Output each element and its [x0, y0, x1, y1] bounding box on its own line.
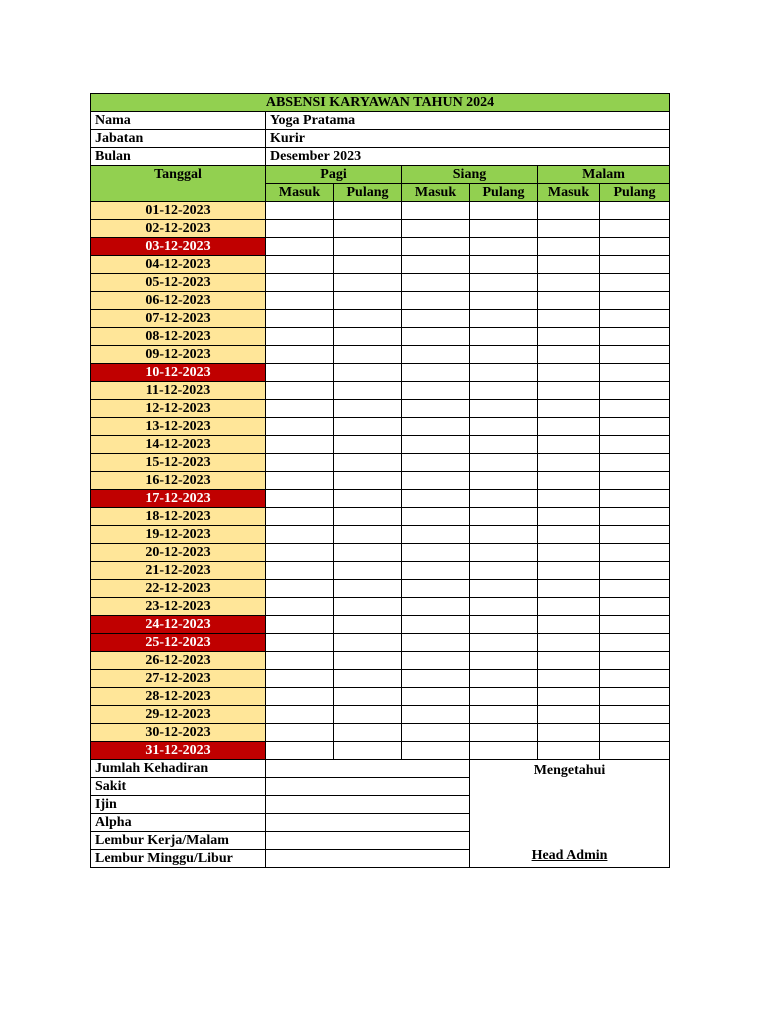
- date-cell: 06-12-2023: [91, 292, 266, 310]
- masuk-cell[interactable]: [266, 508, 334, 526]
- table-row: [91, 292, 670, 310]
- masuk-cell[interactable]: [402, 634, 470, 652]
- date-cell: 23-12-2023: [91, 598, 266, 616]
- masuk-cell[interactable]: [538, 526, 600, 544]
- pulang-cell[interactable]: [470, 274, 538, 292]
- masuk-header: Masuk: [538, 184, 600, 202]
- table-row: [91, 526, 670, 544]
- masuk-cell[interactable]: [402, 346, 470, 364]
- date-cell: 19-12-2023: [91, 526, 266, 544]
- pulang-cell[interactable]: [334, 652, 402, 670]
- pulang-cell[interactable]: [334, 418, 402, 436]
- masuk-cell[interactable]: [538, 310, 600, 328]
- table-row: [91, 202, 670, 220]
- masuk-cell[interactable]: [266, 706, 334, 724]
- masuk-cell[interactable]: [402, 562, 470, 580]
- masuk-cell[interactable]: [402, 256, 470, 274]
- table-row: [91, 400, 670, 418]
- pulang-header: Pulang: [334, 184, 402, 202]
- info-value: Yoga Pratama: [266, 112, 670, 130]
- pulang-cell[interactable]: [600, 616, 670, 634]
- masuk-cell[interactable]: [402, 238, 470, 256]
- masuk-cell[interactable]: [402, 310, 470, 328]
- pulang-cell[interactable]: [470, 292, 538, 310]
- pulang-cell[interactable]: [334, 436, 402, 454]
- masuk-cell[interactable]: [402, 202, 470, 220]
- masuk-cell[interactable]: [538, 292, 600, 310]
- masuk-cell[interactable]: [538, 742, 600, 760]
- date-cell: 15-12-2023: [91, 454, 266, 472]
- summary-value-cell[interactable]: [266, 778, 470, 796]
- table-row: [91, 220, 670, 238]
- table-row: [91, 256, 670, 274]
- shift-header-siang: Siang: [402, 166, 538, 184]
- masuk-cell[interactable]: [266, 454, 334, 472]
- table-row: [91, 724, 670, 742]
- masuk-cell[interactable]: [538, 400, 600, 418]
- masuk-cell[interactable]: [402, 436, 470, 454]
- masuk-cell[interactable]: [538, 724, 600, 742]
- table-row: [91, 238, 670, 256]
- pulang-cell[interactable]: [600, 310, 670, 328]
- table-row: [91, 274, 670, 292]
- date-cell: 28-12-2023: [91, 688, 266, 706]
- masuk-cell[interactable]: [266, 274, 334, 292]
- table-row: [91, 562, 670, 580]
- title-row: [91, 94, 670, 112]
- pulang-cell[interactable]: [334, 490, 402, 508]
- pulang-cell[interactable]: [600, 328, 670, 346]
- masuk-cell[interactable]: [266, 580, 334, 598]
- date-cell: 05-12-2023: [91, 274, 266, 292]
- masuk-cell[interactable]: [266, 544, 334, 562]
- pulang-header: Pulang: [470, 184, 538, 202]
- masuk-cell[interactable]: [402, 454, 470, 472]
- pulang-cell[interactable]: [470, 580, 538, 598]
- masuk-cell[interactable]: [266, 418, 334, 436]
- masuk-cell[interactable]: [266, 292, 334, 310]
- masuk-header: Masuk: [266, 184, 334, 202]
- pulang-cell[interactable]: [334, 292, 402, 310]
- pulang-cell[interactable]: [470, 472, 538, 490]
- date-cell: 27-12-2023: [91, 670, 266, 688]
- pulang-cell[interactable]: [470, 400, 538, 418]
- masuk-cell[interactable]: [538, 472, 600, 490]
- pulang-cell[interactable]: [334, 526, 402, 544]
- summary-value-cell[interactable]: [266, 814, 470, 832]
- table-row: [91, 742, 670, 760]
- masuk-cell[interactable]: [402, 670, 470, 688]
- info-label: Nama: [91, 112, 266, 130]
- pulang-cell[interactable]: [600, 436, 670, 454]
- table-row: [91, 616, 670, 634]
- pulang-cell[interactable]: [334, 670, 402, 688]
- pulang-cell[interactable]: [470, 562, 538, 580]
- pulang-cell[interactable]: [334, 544, 402, 562]
- masuk-cell[interactable]: [538, 220, 600, 238]
- masuk-cell[interactable]: [266, 238, 334, 256]
- pulang-cell[interactable]: [470, 454, 538, 472]
- masuk-cell[interactable]: [266, 598, 334, 616]
- date-cell-holiday: 10-12-2023: [91, 364, 266, 382]
- pulang-cell[interactable]: [470, 436, 538, 454]
- masuk-cell[interactable]: [538, 202, 600, 220]
- masuk-cell[interactable]: [402, 508, 470, 526]
- masuk-cell[interactable]: [402, 544, 470, 562]
- masuk-cell[interactable]: [266, 382, 334, 400]
- pulang-cell[interactable]: [470, 310, 538, 328]
- masuk-cell[interactable]: [402, 364, 470, 382]
- pulang-cell[interactable]: [600, 346, 670, 364]
- masuk-cell[interactable]: [402, 580, 470, 598]
- pulang-cell[interactable]: [600, 562, 670, 580]
- masuk-cell[interactable]: [538, 598, 600, 616]
- summary-label: Ijin: [91, 796, 266, 814]
- pulang-cell[interactable]: [470, 742, 538, 760]
- masuk-header: Masuk: [402, 184, 470, 202]
- masuk-cell[interactable]: [402, 472, 470, 490]
- table-row: [91, 688, 670, 706]
- masuk-cell[interactable]: [266, 652, 334, 670]
- pulang-cell[interactable]: [600, 454, 670, 472]
- masuk-cell[interactable]: [402, 400, 470, 418]
- masuk-cell[interactable]: [538, 652, 600, 670]
- pulang-cell[interactable]: [470, 670, 538, 688]
- pulang-cell[interactable]: [600, 364, 670, 382]
- pulang-cell[interactable]: [334, 706, 402, 724]
- summary-label: Alpha: [91, 814, 266, 832]
- summary-value-cell[interactable]: [266, 760, 470, 778]
- masuk-cell[interactable]: [402, 742, 470, 760]
- masuk-cell[interactable]: [266, 724, 334, 742]
- info-value: Kurir: [266, 130, 670, 148]
- table-row: [91, 580, 670, 598]
- pulang-header: Pulang: [600, 184, 670, 202]
- pulang-cell[interactable]: [470, 328, 538, 346]
- attendance-table: [90, 93, 670, 868]
- info-row-jabatan: [91, 130, 670, 148]
- masuk-cell[interactable]: [402, 652, 470, 670]
- shift-header-row: [91, 166, 670, 184]
- masuk-cell[interactable]: [402, 724, 470, 742]
- pulang-cell[interactable]: [470, 526, 538, 544]
- summary-label: Lembur Kerja/Malam: [91, 832, 266, 850]
- table-row: [91, 706, 670, 724]
- pulang-cell[interactable]: [470, 508, 538, 526]
- masuk-cell[interactable]: [266, 526, 334, 544]
- table-row: [91, 364, 670, 382]
- summary-label: Lembur Minggu/Libur: [91, 850, 266, 868]
- pulang-cell[interactable]: [470, 634, 538, 652]
- table-row: [91, 472, 670, 490]
- summary-row: [91, 760, 670, 778]
- pulang-cell[interactable]: [600, 526, 670, 544]
- date-cell: 22-12-2023: [91, 580, 266, 598]
- date-cell-holiday: 03-12-2023: [91, 238, 266, 256]
- info-row-nama: [91, 112, 670, 130]
- pulang-cell[interactable]: [334, 364, 402, 382]
- info-row-bulan: [91, 148, 670, 166]
- masuk-cell[interactable]: [266, 310, 334, 328]
- pulang-cell[interactable]: [334, 616, 402, 634]
- date-cell: 14-12-2023: [91, 436, 266, 454]
- masuk-cell[interactable]: [538, 508, 600, 526]
- signature-box: [470, 760, 670, 868]
- masuk-cell[interactable]: [402, 490, 470, 508]
- pulang-cell[interactable]: [600, 472, 670, 490]
- date-cell-holiday: 31-12-2023: [91, 742, 266, 760]
- masuk-cell[interactable]: [402, 706, 470, 724]
- shift-header-malam: Malam: [538, 166, 670, 184]
- pulang-cell[interactable]: [470, 652, 538, 670]
- date-cell: 26-12-2023: [91, 652, 266, 670]
- masuk-cell[interactable]: [402, 418, 470, 436]
- pulang-cell[interactable]: [600, 652, 670, 670]
- date-cell: 29-12-2023: [91, 706, 266, 724]
- pulang-cell[interactable]: [334, 598, 402, 616]
- date-cell-holiday: 17-12-2023: [91, 490, 266, 508]
- masuk-cell[interactable]: [266, 688, 334, 706]
- pulang-cell[interactable]: [470, 598, 538, 616]
- pulang-cell[interactable]: [334, 310, 402, 328]
- masuk-cell[interactable]: [266, 346, 334, 364]
- pulang-cell[interactable]: [470, 364, 538, 382]
- pulang-cell[interactable]: [470, 382, 538, 400]
- date-cell: 30-12-2023: [91, 724, 266, 742]
- masuk-cell[interactable]: [266, 634, 334, 652]
- date-cell: 16-12-2023: [91, 472, 266, 490]
- pulang-cell[interactable]: [470, 724, 538, 742]
- pulang-cell[interactable]: [470, 616, 538, 634]
- table-row: [91, 544, 670, 562]
- masuk-cell[interactable]: [402, 382, 470, 400]
- pulang-cell[interactable]: [334, 328, 402, 346]
- date-cell: 09-12-2023: [91, 346, 266, 364]
- masuk-cell[interactable]: [538, 454, 600, 472]
- summary-value-cell[interactable]: [266, 832, 470, 850]
- masuk-cell[interactable]: [402, 616, 470, 634]
- masuk-cell[interactable]: [266, 436, 334, 454]
- masuk-cell[interactable]: [266, 742, 334, 760]
- masuk-cell[interactable]: [402, 598, 470, 616]
- masuk-cell[interactable]: [538, 706, 600, 724]
- table-row: [91, 598, 670, 616]
- shift-header-pagi: Pagi: [266, 166, 402, 184]
- date-cell: 21-12-2023: [91, 562, 266, 580]
- info-value: Desember 2023: [266, 148, 670, 166]
- masuk-cell[interactable]: [538, 418, 600, 436]
- sheet-title: ABSENSI KARYAWAN TAHUN 2024: [91, 94, 670, 112]
- masuk-cell[interactable]: [538, 328, 600, 346]
- masuk-cell[interactable]: [402, 688, 470, 706]
- pulang-cell[interactable]: [334, 400, 402, 418]
- pulang-cell[interactable]: [600, 400, 670, 418]
- pulang-cell[interactable]: [470, 490, 538, 508]
- pulang-cell[interactable]: [600, 634, 670, 652]
- table-row: [91, 508, 670, 526]
- pulang-cell[interactable]: [600, 256, 670, 274]
- pulang-cell[interactable]: [600, 274, 670, 292]
- table-row: [91, 634, 670, 652]
- info-label: Bulan: [91, 148, 266, 166]
- pulang-cell[interactable]: [470, 202, 538, 220]
- table-row: [91, 436, 670, 454]
- pulang-cell[interactable]: [470, 418, 538, 436]
- pulang-cell[interactable]: [470, 544, 538, 562]
- date-cell: 04-12-2023: [91, 256, 266, 274]
- masuk-cell[interactable]: [538, 562, 600, 580]
- masuk-cell[interactable]: [538, 688, 600, 706]
- masuk-cell[interactable]: [266, 562, 334, 580]
- date-cell: 12-12-2023: [91, 400, 266, 418]
- pulang-cell[interactable]: [334, 508, 402, 526]
- table-row: [91, 652, 670, 670]
- table-row: [91, 310, 670, 328]
- pulang-cell[interactable]: [600, 238, 670, 256]
- pulang-cell[interactable]: [334, 634, 402, 652]
- pulang-cell[interactable]: [470, 238, 538, 256]
- masuk-cell[interactable]: [402, 526, 470, 544]
- pulang-cell[interactable]: [334, 472, 402, 490]
- date-cell: 20-12-2023: [91, 544, 266, 562]
- pulang-cell[interactable]: [470, 256, 538, 274]
- pulang-cell[interactable]: [600, 598, 670, 616]
- pulang-cell[interactable]: [600, 418, 670, 436]
- masuk-cell[interactable]: [266, 472, 334, 490]
- masuk-cell[interactable]: [266, 256, 334, 274]
- masuk-cell[interactable]: [538, 256, 600, 274]
- pulang-cell[interactable]: [470, 706, 538, 724]
- signature-name: Head Admin: [531, 848, 608, 863]
- pulang-cell[interactable]: [600, 706, 670, 724]
- masuk-cell[interactable]: [266, 400, 334, 418]
- masuk-cell[interactable]: [538, 580, 600, 598]
- masuk-cell[interactable]: [402, 292, 470, 310]
- date-cell: 07-12-2023: [91, 310, 266, 328]
- pulang-cell[interactable]: [600, 382, 670, 400]
- summary-value-cell[interactable]: [266, 850, 470, 868]
- date-cell-holiday: 25-12-2023: [91, 634, 266, 652]
- table-row: [91, 346, 670, 364]
- pulang-cell[interactable]: [600, 292, 670, 310]
- masuk-cell[interactable]: [538, 382, 600, 400]
- masuk-cell[interactable]: [266, 202, 334, 220]
- pulang-cell[interactable]: [334, 688, 402, 706]
- masuk-cell[interactable]: [266, 670, 334, 688]
- table-row: [91, 328, 670, 346]
- masuk-cell[interactable]: [538, 238, 600, 256]
- pulang-cell[interactable]: [334, 742, 402, 760]
- summary-value-cell[interactable]: [266, 796, 470, 814]
- table-row: [91, 670, 670, 688]
- pulang-cell[interactable]: [600, 490, 670, 508]
- masuk-cell[interactable]: [266, 220, 334, 238]
- pulang-cell[interactable]: [334, 220, 402, 238]
- masuk-cell[interactable]: [402, 274, 470, 292]
- pulang-cell[interactable]: [334, 346, 402, 364]
- pulang-cell[interactable]: [600, 724, 670, 742]
- pulang-cell[interactable]: [334, 580, 402, 598]
- tanggal-header: Tanggal: [91, 166, 266, 202]
- pulang-cell[interactable]: [334, 256, 402, 274]
- pulang-cell[interactable]: [334, 454, 402, 472]
- table-row: [91, 418, 670, 436]
- pulang-cell[interactable]: [600, 580, 670, 598]
- pulang-cell[interactable]: [600, 688, 670, 706]
- masuk-cell[interactable]: [538, 436, 600, 454]
- table-row: [91, 454, 670, 472]
- masuk-cell[interactable]: [266, 616, 334, 634]
- pulang-cell[interactable]: [334, 724, 402, 742]
- date-cell: 13-12-2023: [91, 418, 266, 436]
- date-cell: 01-12-2023: [91, 202, 266, 220]
- masuk-cell[interactable]: [402, 220, 470, 238]
- masuk-cell[interactable]: [538, 634, 600, 652]
- pulang-cell[interactable]: [334, 382, 402, 400]
- masuk-cell[interactable]: [538, 364, 600, 382]
- masuk-cell[interactable]: [402, 328, 470, 346]
- summary-label: Sakit: [91, 778, 266, 796]
- masuk-cell[interactable]: [266, 364, 334, 382]
- table-row: [91, 490, 670, 508]
- masuk-cell[interactable]: [538, 490, 600, 508]
- signature-title: Mengetahui: [533, 763, 606, 778]
- summary-label: Jumlah Kehadiran: [91, 760, 266, 778]
- pulang-cell[interactable]: [600, 742, 670, 760]
- pulang-cell[interactable]: [600, 202, 670, 220]
- masuk-cell[interactable]: [538, 670, 600, 688]
- pulang-cell[interactable]: [334, 238, 402, 256]
- date-cell: 18-12-2023: [91, 508, 266, 526]
- date-cell: 02-12-2023: [91, 220, 266, 238]
- table-row: [91, 382, 670, 400]
- pulang-cell[interactable]: [470, 688, 538, 706]
- date-cell: 08-12-2023: [91, 328, 266, 346]
- pulang-cell[interactable]: [600, 508, 670, 526]
- date-cell: 11-12-2023: [91, 382, 266, 400]
- masuk-cell[interactable]: [538, 544, 600, 562]
- pulang-cell[interactable]: [334, 562, 402, 580]
- masuk-cell[interactable]: [538, 616, 600, 634]
- date-cell-holiday: 24-12-2023: [91, 616, 266, 634]
- pulang-cell[interactable]: [600, 670, 670, 688]
- info-label: Jabatan: [91, 130, 266, 148]
- masuk-cell[interactable]: [266, 490, 334, 508]
- masuk-cell[interactable]: [538, 274, 600, 292]
- pulang-cell[interactable]: [470, 346, 538, 364]
- pulang-cell[interactable]: [334, 202, 402, 220]
- pulang-cell[interactable]: [334, 274, 402, 292]
- masuk-cell[interactable]: [538, 346, 600, 364]
- masuk-cell[interactable]: [266, 328, 334, 346]
- pulang-cell[interactable]: [470, 220, 538, 238]
- pulang-cell[interactable]: [600, 220, 670, 238]
- pulang-cell[interactable]: [600, 544, 670, 562]
